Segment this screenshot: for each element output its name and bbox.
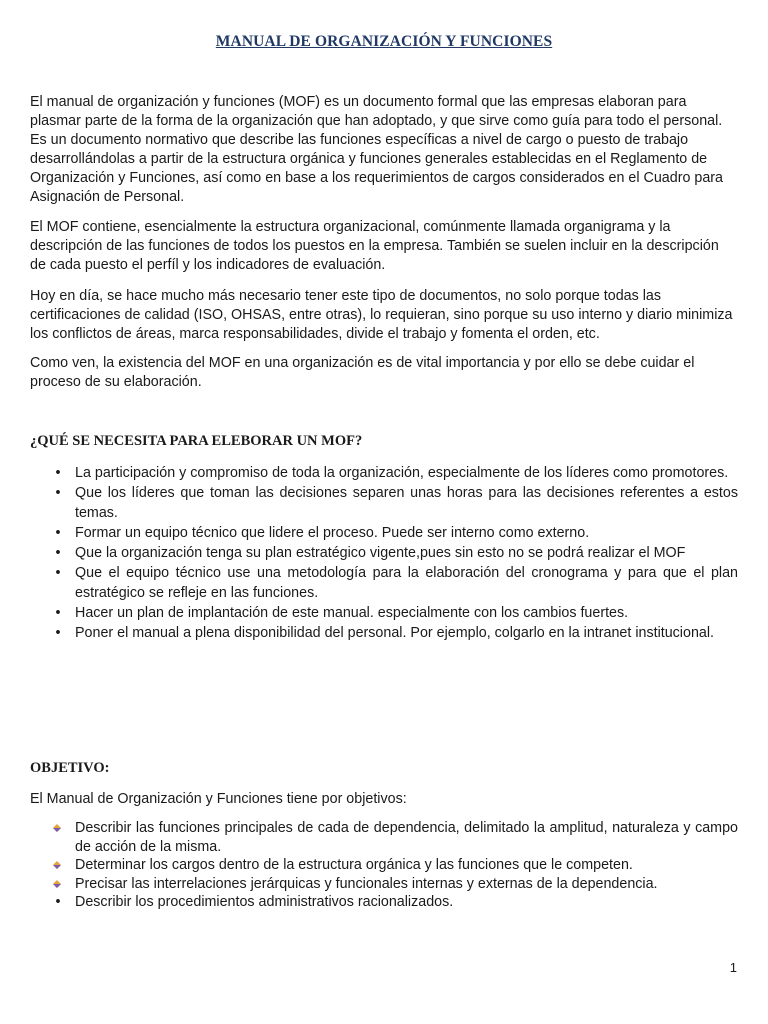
- bullet-icon: •: [55, 525, 61, 541]
- bullet-icon: •: [55, 625, 61, 641]
- bullet-icon: •: [55, 485, 61, 501]
- bullet-icon: •: [55, 565, 61, 581]
- page-number: 1: [729, 960, 737, 975]
- diamond-bullet-icon: [53, 861, 61, 869]
- list-item: • Describir los procedimientos administrativos racionalizados.: [30, 893, 738, 912]
- objective-intro: El Manual de Organización y Funciones tiene por objetivos:: [30, 791, 407, 807]
- list-item: • Que los líderes que toman las decisiones separen unas horas para las decisiones referentes a estos temas.: [30, 483, 738, 523]
- diamond-bullet-icon: [53, 824, 61, 832]
- intro-paragraph-3: Hoy en día, se hace mucho más necesario tener este tipo de documentos, no solo porque todas las certificaciones de calidad (ISO, OHSAS, entre otras), lo requieran, sino porque su uso interno y diario minimiza los conflictos de áreas, marca responsabilidades, divide el trabajo y fomenta el orden, etc.: [30, 288, 733, 342]
- objective-heading: OBJETIVO:: [30, 760, 110, 776]
- requirements-heading: ¿QUÉ SE NECESITA PARA ELEBORAR UN MOF?: [30, 433, 363, 449]
- intro-paragraph-2: El MOF contiene, esencialmente la estructura organizacional, comúnmente llamada organigrama y la descripción de las funciones de todos los puestos en la empresa. También se suelen incluir en la descripción de cada puesto el perfíl y los indicadores de evaluación.: [30, 219, 719, 273]
- page-title: MANUAL DE ORGANIZACIÓN Y FUNCIONES: [215, 33, 553, 50]
- requirements-list: [30, 463, 738, 643]
- intro-paragraph-1: El manual de organización y funciones (MOF) es un documento formal que las empresas elaboran para plasmar parte de la forma de la organización que han adoptado, y que sirve como guía para todo el personal. Es un documento normativo que describe las funciones específicas a nivel de cargo o puesto de trabajo desarrollándolas a partir de la estructura orgánica y funciones generales establecidas en el Reglamento de Organización y Funciones, así como en base a los requerimientos de cargos considerados en el Cuadro para Asignación de Personal.: [30, 94, 723, 205]
- list-item: Precisar las interrelaciones jerárquicas y funcionales internas y externas de la dependencia.: [30, 875, 738, 894]
- list-item: • Poner el manual a plena disponibilidad del personal. Por ejemplo, colgarlo en la intranet institucional.: [30, 623, 738, 643]
- bullet-icon: •: [55, 465, 61, 481]
- list-item: • La participación y compromiso de toda la organización, especialmente de los líderes como promotores.: [30, 463, 738, 483]
- intro-paragraph-4: Como ven, la existencia del MOF en una organización es de vital importancia y por ello se debe cuidar el proceso de su elaboración.: [30, 355, 695, 390]
- list-item: • Hacer un plan de implantación de este manual. especialmente con los cambios fuertes.: [30, 603, 738, 623]
- list-item: • Que la organización tenga su plan estratégico vigente,pues sin esto no se podrá realizar el MOF: [30, 543, 738, 563]
- list-item: • Que el equipo técnico use una metodología para la elaboración del cronograma y para que el plan estratégico se refleje en las funciones.: [30, 563, 738, 603]
- list-item: Determinar los cargos dentro de la estructura orgánica y las funciones que le competen.: [30, 856, 738, 875]
- list-item: • Formar un equipo técnico que lidere el proceso. Puede ser interno como externo.: [30, 523, 738, 543]
- bullet-icon: •: [55, 545, 61, 561]
- bullet-icon: •: [55, 605, 61, 621]
- list-item: Describir las funciones principales de cada de dependencia, delimitado la amplitud, naturaleza y campo de acción de la misma.: [30, 819, 738, 856]
- bullet-icon: •: [55, 894, 61, 910]
- diamond-bullet-icon: [53, 880, 61, 888]
- objectives-list: [30, 819, 738, 912]
